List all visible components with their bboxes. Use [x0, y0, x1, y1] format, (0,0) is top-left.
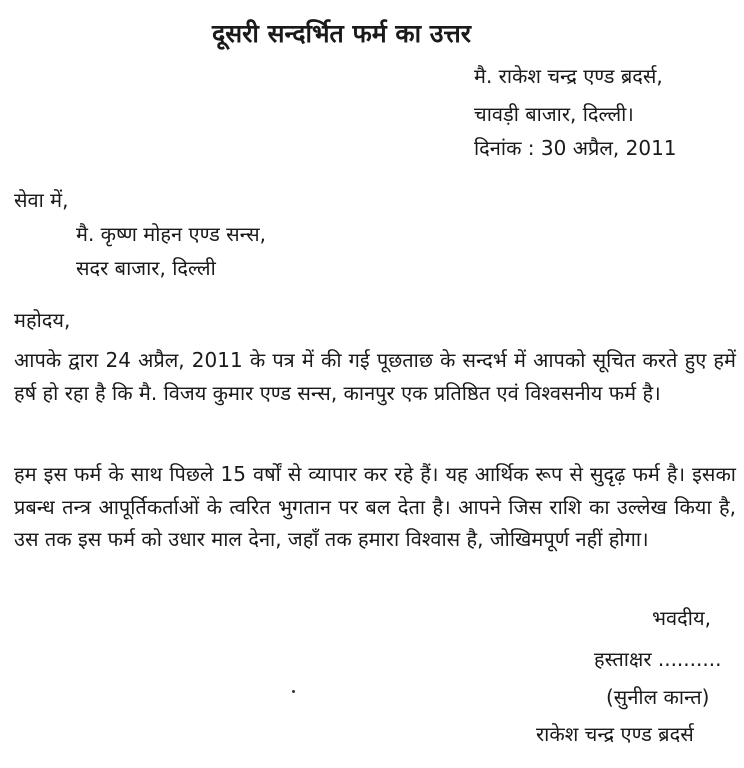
letter-date: दिनांक : 30 अप्रैल, 2011: [474, 136, 677, 160]
signatory-name: (सुनील कान्त): [606, 685, 710, 709]
signatory-company: राकेश चन्द्र एण्ड ब्रदर्स: [536, 722, 694, 746]
signature-line: हस्ताक्षर ..........: [594, 647, 722, 671]
greeting: महोदय,: [14, 308, 71, 332]
sender-address: चावड़ी बाजार, दिल्ली।: [474, 102, 634, 126]
body-paragraph-2: हम इस फर्म के साथ पिछले 15 वर्षों से व्यापार कर रहे हैं। यह आर्थिक रूप से सुदृढ़ फर्म है। इसका प्रबन्ध तन्त्र आपूर्तिकर्ताओं के त्वरित भुगतान पर बल देता है। आपने जिस राशि का उल्लेख किया है, उस तक इस फर्म को उधार माल देना, जहाँ तक हमारा विश्वास है, जोखिमपूर्ण नहीं होगा।: [14, 462, 736, 551]
recipient-name: मै. कृष्ण मोहन एण्ड सन्स,: [76, 222, 266, 246]
body-paragraph-1: आपके द्वारा 24 अप्रैल, 2011 के पत्र में की गई पूछताछ के सन्दर्भ में आपको सूचित करते हुए हमें हर्ष हो रहा है कि मै. विजय कुमार एण्ड सन्स, कानपुर एक प्रतिष्ठित एवं विश्वसनीय फर्म है।: [14, 348, 736, 405]
page-title: दूसरी सन्दर्भित फर्म का उत्तर: [212, 19, 471, 48]
stray-dot-mark: [292, 690, 295, 693]
recipient-salutation: सेवा में,: [14, 188, 69, 212]
sender-name: मै. राकेश चन्द्र एण्ड ब्रदर्स,: [474, 64, 663, 88]
recipient-address: सदर बाजार, दिल्ली: [76, 256, 216, 280]
valediction: भवदीय,: [652, 606, 711, 630]
